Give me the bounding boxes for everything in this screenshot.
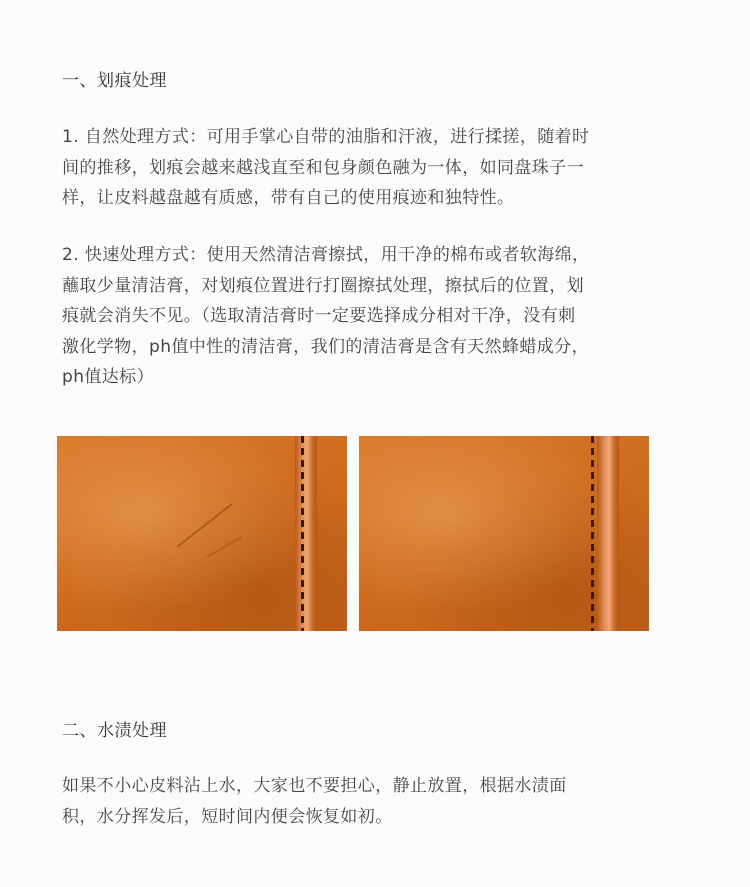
paragraph-line: 样，让皮料越盘越有质感，带有自己的使用痕迹和独特性。 [62, 188, 515, 208]
paragraph-line: 1. 自然处理方式：可用手掌心自带的油脂和汗液，进行揉搓，随着时 [62, 127, 590, 147]
paragraph-water-stain [62, 771, 662, 832]
stitch-line [591, 436, 594, 631]
paragraph-line: 间的推移，划痕会越来越浅直至和包身颜色融为一体，如同盘珠子一 [62, 157, 584, 178]
leather-treated-photo [359, 436, 649, 631]
paragraph-line: 如果不小心皮料沾上水，大家也不要担心，静止放置，根据水渍面 [62, 776, 567, 796]
paragraph-line: 积，水分挥发后，短时间内便会恢复如初。 [62, 806, 393, 827]
stitch-line [301, 436, 304, 631]
paragraph-line: 痕就会消失不见。（选取清洁膏时一定要选择成分相对干净，没有刺 [62, 306, 576, 326]
scratch-mark [207, 536, 243, 558]
section-title-scratch: 一、划痕处理 [62, 71, 167, 91]
section-title-water: 二、水渍处理 [62, 721, 167, 741]
scratch-mark [176, 503, 232, 548]
paragraph-quick-method [62, 240, 662, 393]
paragraph-natural-method [62, 122, 662, 214]
paragraph-line: 激化学物，ph值中性的清洁膏，我们的清洁膏是含有天然蜂蜡成分， [62, 336, 589, 357]
leather-seam [295, 436, 317, 631]
paragraph-line: 蘸取少量清洁膏，对划痕位置进行打圈擦拭处理，擦拭后的位置，划 [62, 275, 584, 296]
paragraph-line: 2. 快速处理方式：使用天然清洁膏擦拭，用干净的棉布或者软海绵， [62, 245, 590, 265]
paragraph-line: ph值达标） [62, 367, 154, 387]
leather-seam [597, 436, 619, 631]
leather-scratch-photo [57, 436, 347, 631]
